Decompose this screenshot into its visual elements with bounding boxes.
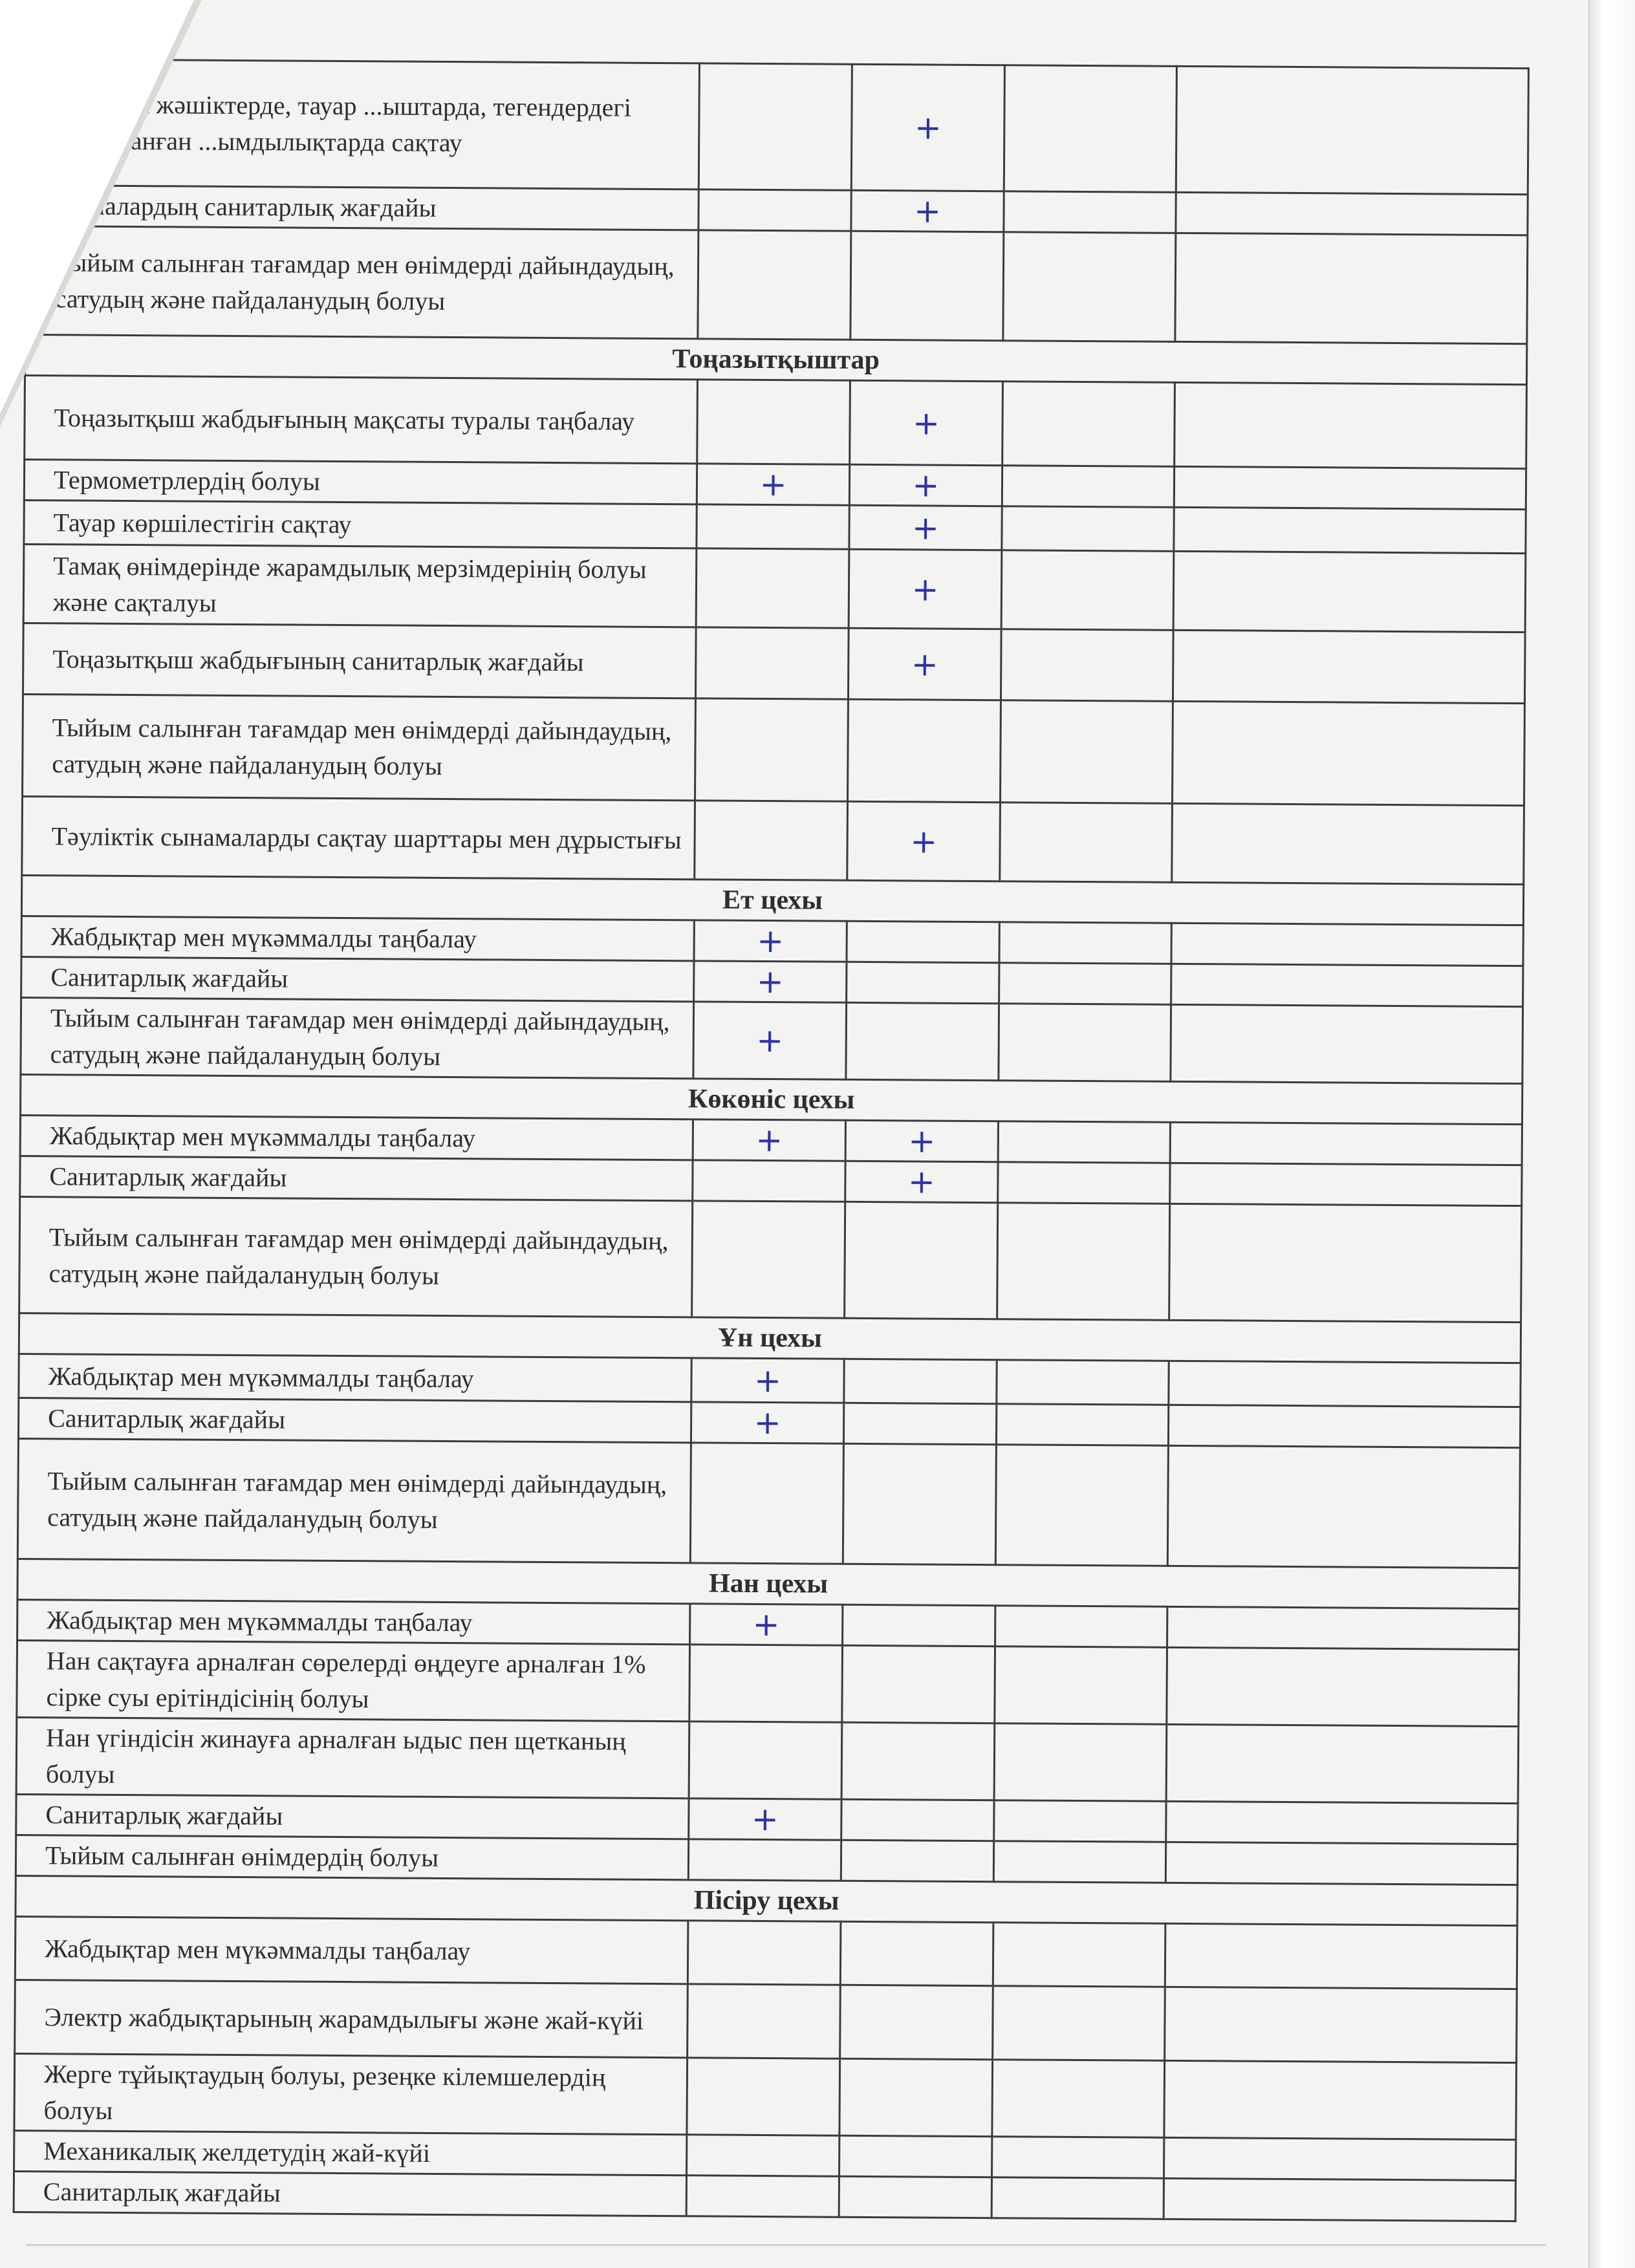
handwritten-plus-mark: + bbox=[694, 920, 847, 962]
criterion-label: Жабдықтар мен мүкәммалды таңбалау bbox=[17, 1599, 690, 1644]
empty-mark-cell bbox=[848, 699, 1001, 802]
empty-mark-cell bbox=[1164, 2060, 1517, 2139]
empty-mark-cell bbox=[993, 1986, 1165, 2061]
empty-mark-cell bbox=[692, 1201, 845, 1318]
table-row bbox=[15, 1916, 1517, 1989]
criterion-label: Тауар көршілестігін сақтау bbox=[24, 500, 697, 548]
handwritten-plus-mark: + bbox=[847, 801, 1001, 881]
empty-mark-cell bbox=[693, 1160, 845, 1202]
handwritten-plus-mark: + bbox=[849, 464, 1002, 506]
empty-mark-cell bbox=[1004, 191, 1176, 233]
empty-mark-cell bbox=[993, 1841, 1165, 1883]
empty-mark-cell bbox=[690, 1443, 843, 1564]
criterion-label: Санитарлық жағдайы bbox=[16, 1794, 689, 1839]
table-row bbox=[14, 2053, 1517, 2139]
page-bottom-edge bbox=[26, 2244, 1546, 2246]
section-title: Нан цехы bbox=[17, 1559, 1519, 1608]
table-row bbox=[23, 544, 1526, 632]
criterion-label: Тыйым салынған тағамдар мен өнімдерді дайындаудың, сатудың және пайдаланудың болуы bbox=[23, 694, 696, 800]
empty-mark-cell bbox=[1002, 382, 1175, 467]
empty-mark-cell bbox=[697, 504, 849, 549]
empty-mark-cell bbox=[1173, 551, 1526, 632]
empty-mark-cell bbox=[847, 921, 999, 962]
empty-mark-cell bbox=[994, 1800, 1166, 1842]
page-edge bbox=[1588, 0, 1635, 2268]
empty-mark-cell bbox=[1003, 232, 1176, 342]
empty-mark-cell bbox=[839, 2058, 993, 2136]
criterion-label: Санитарлық жағдайы bbox=[21, 956, 694, 1001]
empty-mark-cell bbox=[1167, 1445, 1520, 1568]
empty-mark-cell bbox=[847, 962, 999, 1003]
criterion-label: ...істерді жәшіктерде, тауар ...ыштарда, тегендердегі таңбаланған ...ымдылықтарда сақтау bbox=[26, 59, 699, 189]
empty-mark-cell bbox=[846, 1002, 999, 1080]
empty-mark-cell bbox=[696, 548, 849, 628]
criterion-label: Тыйым салынған тағамдар мен өнімдерді дайындаудың, сатудың және пайдаланудың болуы bbox=[25, 226, 698, 339]
table-row bbox=[21, 997, 1523, 1083]
checklist-body bbox=[14, 59, 1528, 2221]
empty-mark-cell bbox=[695, 627, 849, 699]
empty-mark-cell bbox=[841, 1799, 994, 1841]
table-row bbox=[17, 1640, 1519, 1726]
criterion-label: Тамақ өнімдерінде жарамдылық мерзімдерінің болуы және сақталуы bbox=[23, 544, 697, 627]
table-row bbox=[15, 1980, 1517, 2062]
empty-mark-cell bbox=[1000, 700, 1173, 804]
empty-mark-cell bbox=[1171, 964, 1523, 1006]
criterion-label: Нан сақтауға арналған сөрелерді өңдеуге арналған 1% сірке суы ерітіндісінің болуы bbox=[17, 1640, 690, 1721]
empty-mark-cell bbox=[1166, 1801, 1518, 1844]
criterion-label: Тәуліктік сынамаларды сақтау шарттары мен дұрыстығы bbox=[22, 796, 695, 879]
empty-mark-cell bbox=[1168, 1405, 1520, 1447]
empty-mark-cell bbox=[839, 2176, 991, 2218]
empty-mark-cell bbox=[1176, 192, 1528, 235]
handwritten-plus-mark: + bbox=[849, 505, 1002, 550]
criterion-label: Механикалық желдетудің жай-күйі bbox=[14, 2130, 687, 2175]
table-row bbox=[26, 59, 1528, 195]
empty-mark-cell bbox=[995, 1606, 1167, 1648]
empty-mark-cell bbox=[995, 1647, 1167, 1725]
empty-mark-cell bbox=[698, 189, 851, 231]
table-row bbox=[17, 1438, 1520, 1568]
empty-mark-cell bbox=[698, 230, 851, 340]
criterion-label: Жабдықтар мен мүкәммалды таңбалау bbox=[20, 1115, 693, 1160]
empty-mark-cell bbox=[1175, 233, 1528, 343]
folded-corner bbox=[0, 0, 194, 414]
empty-mark-cell bbox=[850, 231, 1004, 340]
handwritten-plus-mark: + bbox=[694, 961, 847, 1002]
table-row bbox=[19, 1196, 1522, 1322]
empty-mark-cell bbox=[697, 380, 850, 464]
criterion-label: Жабдықтар мен мүкәммалды таңбалау bbox=[19, 1354, 691, 1401]
empty-mark-cell bbox=[687, 2135, 839, 2176]
empty-mark-cell bbox=[1170, 1122, 1522, 1165]
empty-mark-cell bbox=[688, 1984, 841, 2058]
criterion-label: Термометрлердің болуы bbox=[24, 459, 697, 504]
criterion-label: Тыйым салынған тағамдар мен өнімдерді дайындаудың, сатудың және пайдаланудың болуы bbox=[17, 1438, 691, 1562]
empty-mark-cell bbox=[1172, 803, 1524, 884]
empty-mark-cell bbox=[995, 1445, 1168, 1566]
empty-mark-cell bbox=[840, 1985, 993, 2059]
empty-mark-cell bbox=[839, 2135, 992, 2177]
empty-mark-cell bbox=[841, 1722, 995, 1800]
empty-mark-cell bbox=[1164, 2137, 1516, 2180]
empty-mark-cell bbox=[1165, 1842, 1517, 1885]
criterion-label: Санитарлық жағдайы bbox=[20, 1156, 693, 1200]
criterion-label: ...ймалардың санитарлық жағдайы bbox=[26, 186, 698, 230]
empty-mark-cell bbox=[997, 1203, 1170, 1321]
handwritten-plus-mark: + bbox=[691, 1402, 843, 1443]
criterion-label: Тыйым салынған тағамдар мен өнімдерді дайындаудың, сатудың және пайдаланудың болуы bbox=[19, 1196, 693, 1317]
empty-mark-cell bbox=[1171, 1004, 1523, 1083]
table-row bbox=[25, 376, 1527, 469]
section-title: Ұн цехы bbox=[19, 1313, 1521, 1363]
empty-mark-cell bbox=[1164, 2178, 1515, 2221]
handwritten-plus-mark: + bbox=[850, 380, 1003, 465]
empty-mark-cell bbox=[1174, 507, 1526, 553]
empty-mark-cell bbox=[991, 2177, 1164, 2219]
empty-mark-cell bbox=[993, 1923, 1165, 1987]
section-title: Ет цехы bbox=[21, 875, 1523, 925]
empty-mark-cell bbox=[843, 1443, 996, 1564]
criterion-label: Санитарлық жағдайы bbox=[18, 1398, 691, 1442]
empty-mark-cell bbox=[687, 2058, 840, 2135]
empty-mark-cell bbox=[698, 63, 852, 190]
handwritten-plus-mark: + bbox=[693, 1002, 847, 1079]
empty-mark-cell bbox=[1004, 65, 1176, 193]
criterion-label: Санитарлық жағдайы bbox=[14, 2171, 686, 2216]
empty-mark-cell bbox=[1002, 506, 1174, 552]
section-title: Пісіру цехы bbox=[16, 1875, 1517, 1925]
handwritten-plus-mark: + bbox=[845, 1161, 998, 1202]
inspection-checklist-table bbox=[13, 58, 1530, 2222]
empty-mark-cell bbox=[1165, 1923, 1517, 1989]
empty-mark-cell bbox=[1170, 1163, 1522, 1205]
empty-mark-cell bbox=[1171, 923, 1523, 966]
table-row bbox=[22, 796, 1524, 884]
criterion-label: Тоңазытқыш жабдығының санитарлық жағдайы bbox=[23, 623, 696, 698]
criterion-label: Тоңазытқыш жабдығының мақсаты туралы таңбалау bbox=[25, 376, 698, 464]
empty-mark-cell bbox=[841, 1840, 993, 1881]
empty-mark-cell bbox=[842, 1645, 995, 1723]
empty-mark-cell bbox=[1174, 466, 1526, 509]
empty-mark-cell bbox=[1001, 550, 1174, 631]
handwritten-plus-mark: + bbox=[851, 64, 1004, 191]
empty-mark-cell bbox=[997, 1360, 1169, 1405]
empty-mark-cell bbox=[845, 1202, 998, 1319]
handwritten-plus-mark: + bbox=[693, 1119, 845, 1161]
criterion-label: Жерге тұйықтаудың болуы, резеңке кілемшелердің болуы bbox=[14, 2053, 688, 2134]
section-title: Тоңазытқыштар bbox=[25, 335, 1527, 385]
empty-mark-cell bbox=[1000, 803, 1173, 883]
empty-mark-cell bbox=[688, 1921, 841, 1985]
empty-mark-cell bbox=[998, 1162, 1170, 1204]
empty-mark-cell bbox=[686, 2176, 839, 2217]
criterion-label: Тыйым салынған өнімдердің болуы bbox=[16, 1835, 688, 1879]
criterion-label: Нан үгіндісін жинауға арналған ыдыс пен щетканың болуы bbox=[16, 1717, 689, 1798]
handwritten-plus-mark: + bbox=[689, 1798, 841, 1840]
handwritten-plus-mark: + bbox=[848, 628, 1001, 700]
criterion-label: Электр жабдықтарының жарамдылығы және жай-күйі bbox=[15, 1980, 688, 2057]
table-row bbox=[25, 226, 1528, 344]
empty-mark-cell bbox=[689, 1722, 842, 1799]
table-row bbox=[16, 1717, 1519, 1803]
handwritten-plus-mark: + bbox=[697, 464, 849, 505]
handwritten-plus-mark: + bbox=[851, 190, 1004, 232]
empty-mark-cell bbox=[689, 1645, 843, 1722]
criterion-label: Жабдықтар мен мүкәммалды таңбалау bbox=[15, 1916, 688, 1983]
empty-mark-cell bbox=[1175, 382, 1527, 468]
empty-mark-cell bbox=[1002, 466, 1174, 508]
empty-mark-cell bbox=[1172, 701, 1524, 805]
table-row bbox=[23, 623, 1525, 703]
empty-mark-cell bbox=[1176, 66, 1528, 194]
handwritten-plus-mark: + bbox=[845, 1120, 998, 1161]
empty-mark-cell bbox=[695, 698, 849, 801]
empty-mark-cell bbox=[1165, 1987, 1517, 2062]
empty-mark-cell bbox=[1173, 630, 1525, 703]
empty-mark-cell bbox=[999, 963, 1171, 1005]
handwritten-plus-mark: + bbox=[849, 549, 1002, 629]
handwritten-plus-mark: + bbox=[691, 1358, 844, 1403]
table-row bbox=[14, 2171, 1515, 2221]
empty-mark-cell bbox=[996, 1404, 1168, 1446]
empty-mark-cell bbox=[695, 801, 848, 880]
empty-mark-cell bbox=[843, 1403, 996, 1444]
empty-mark-cell bbox=[998, 1121, 1170, 1163]
empty-mark-cell bbox=[999, 1004, 1171, 1082]
empty-mark-cell bbox=[992, 2137, 1164, 2179]
empty-mark-cell bbox=[999, 922, 1171, 964]
empty-mark-cell bbox=[1169, 1361, 1521, 1407]
handwritten-plus-mark: + bbox=[690, 1604, 843, 1645]
empty-mark-cell bbox=[688, 1839, 841, 1881]
empty-mark-cell bbox=[1167, 1606, 1519, 1649]
section-title: Көкөніс цехы bbox=[21, 1074, 1522, 1124]
empty-mark-cell bbox=[1169, 1204, 1522, 1322]
empty-mark-cell bbox=[844, 1359, 997, 1403]
criterion-label: Тыйым салынған тағамдар мен өнімдерді дайындаудың, сатудың және пайдаланудың болуы bbox=[21, 997, 694, 1078]
empty-mark-cell bbox=[840, 1921, 993, 1985]
empty-mark-cell bbox=[994, 1723, 1167, 1802]
empty-mark-cell bbox=[1001, 629, 1173, 702]
criterion-label: Жабдықтар мен мүкәммалды таңбалау bbox=[21, 916, 694, 960]
empty-mark-cell bbox=[1166, 1724, 1519, 1803]
empty-mark-cell bbox=[992, 2060, 1165, 2138]
empty-mark-cell bbox=[843, 1604, 995, 1646]
table-row bbox=[23, 694, 1525, 805]
empty-mark-cell bbox=[1167, 1647, 1519, 1726]
